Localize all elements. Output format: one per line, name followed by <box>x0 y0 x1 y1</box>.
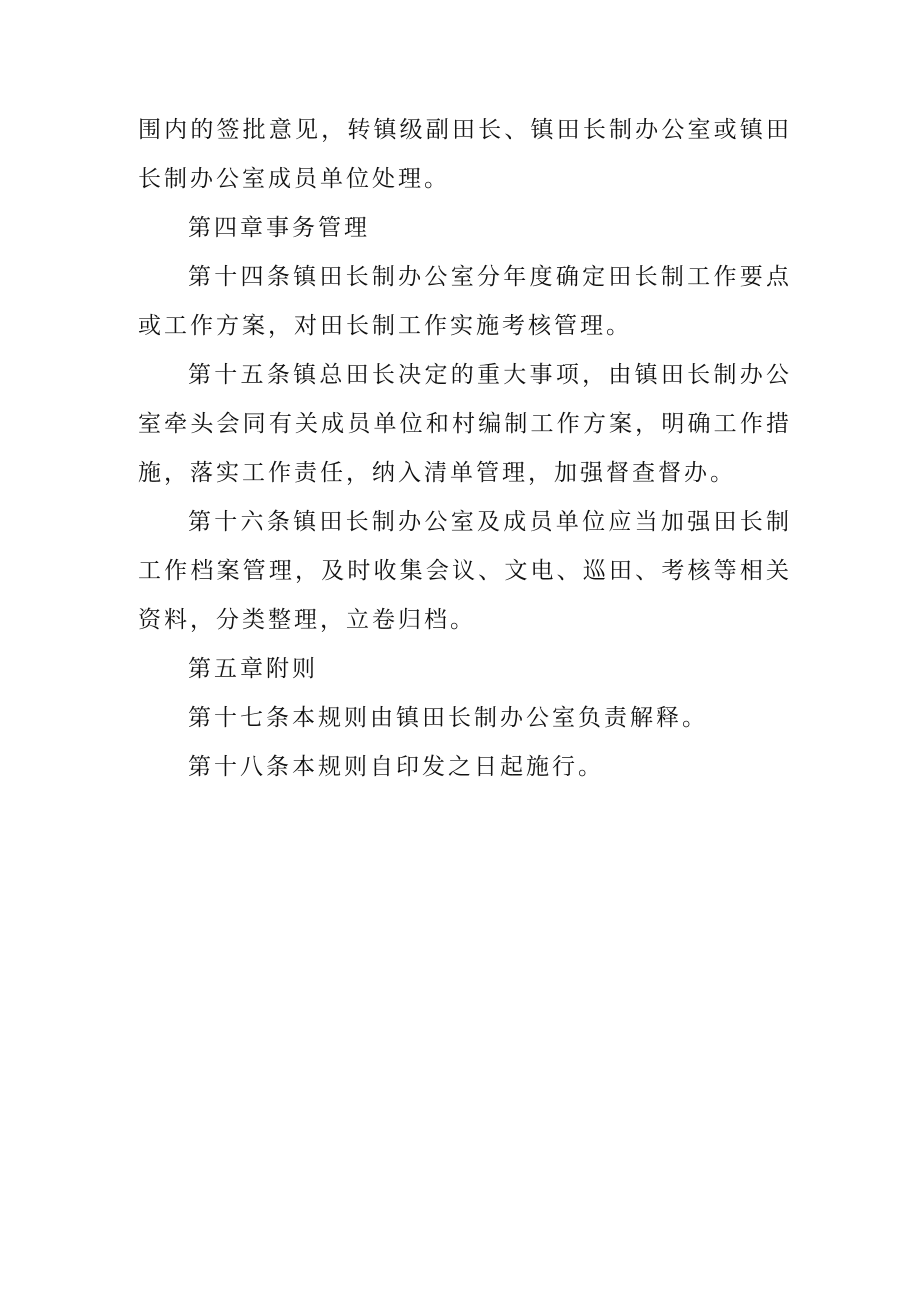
paragraph-continuation: 围内的签批意见，转镇级副田长、镇田长制办公室或镇田长制办公室成员单位处理。 <box>138 117 792 192</box>
chapter-heading-4: 第四章事务管理 <box>188 215 370 241</box>
article-15: 第十五条镇总田长决定的重大事项，由镇田长制办公室牵头会同有关成员单位和村编制工作方案，明确工作措施，落实工作责任，纳入清单管理，加强督查督办。 <box>138 362 792 486</box>
article-17: 第十七条本规则由镇田长制办公室负责解释。 <box>188 705 708 731</box>
chapter-heading-5: 第五章附则 <box>188 656 318 682</box>
article-18: 第十八条本规则自印发之日起施行。 <box>188 754 604 780</box>
article-14: 第十四条镇田长制办公室分年度确定田长制工作要点或工作方案，对田长制工作实施考核管理。 <box>138 264 792 339</box>
document-body <box>138 106 792 792</box>
article-16: 第十六条镇田长制办公室及成员单位应当加强田长制工作档案管理，及时收集会议、文电、巡田、考核等相关资料，分类整理，立卷归档。 <box>138 509 792 633</box>
